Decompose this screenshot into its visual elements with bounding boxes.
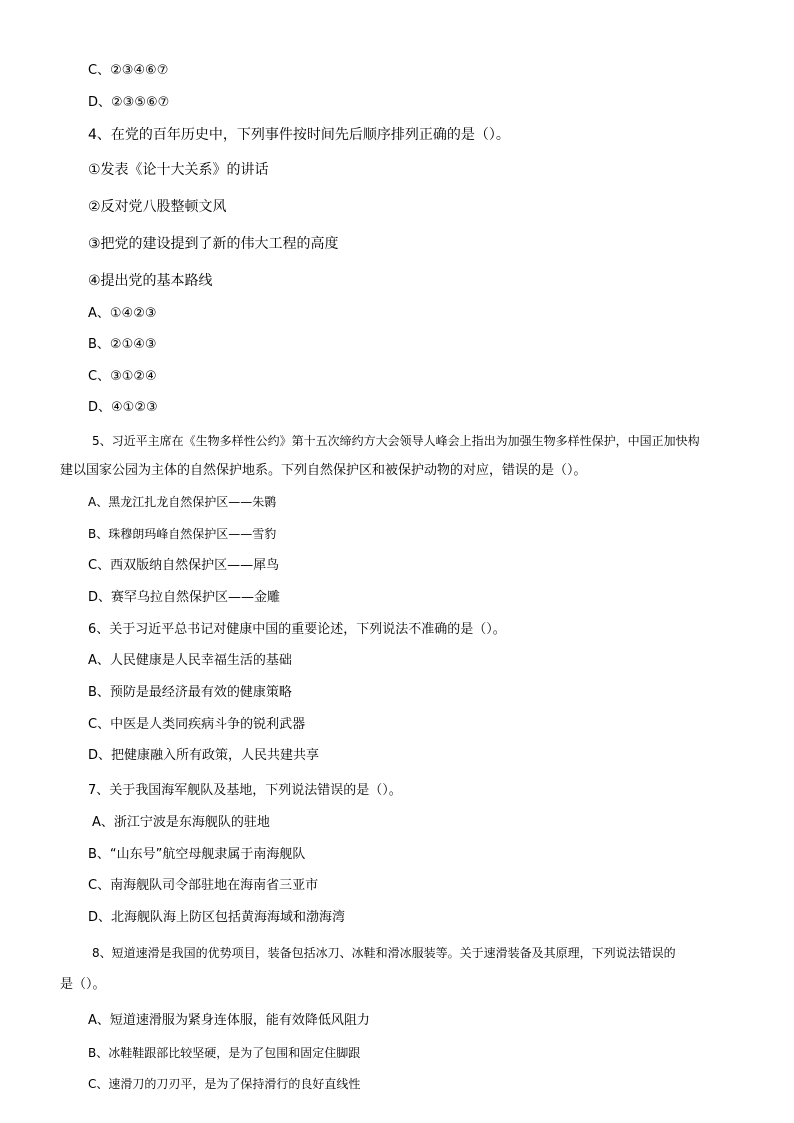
option-d: D、②③⑤⑥⑦ [88, 95, 170, 110]
option-a: A、浙江宁波是东海舰队的驻地 [92, 815, 270, 830]
option-c: C、南海舰队司令部驻地在海南省三亚市 [88, 878, 319, 893]
option-a: A、①④②③ [88, 306, 157, 321]
event-3: ③把党的建设提到了新的伟大工程的高度 [88, 236, 339, 252]
option-c: C、②③④⑥⑦ [88, 63, 169, 78]
option-b: B、“山东号”航空母舰隶属于南海舰队 [88, 847, 306, 862]
event-4: ④提出党的基本路线 [88, 273, 213, 289]
option-b: B、冰鞋鞋跟部比较坚硬，是为了包围和固定住脚跟 [88, 1046, 361, 1060]
question-4: 4、在党的百年历史中，下列事件按时间先后顺序排列正确的是（）。 [88, 127, 510, 143]
question-5-cont: 建以国家公园为主体的自然保护地系。下列自然保护区和被保护动物的对应，错误的是（）。 [60, 463, 587, 478]
option-b: B、珠穆朗玛峰自然保护区——雪豹 [88, 527, 277, 541]
option-c: C、中医是人类同疾病斗争的锐利武器 [88, 717, 306, 732]
option-c: C、速滑刀的刀刃平，是为了保持滑行的良好直线性 [88, 1077, 361, 1091]
option-d: D、④①②③ [88, 400, 158, 415]
option-b: B、预防是最经济最有效的健康策略 [88, 685, 292, 700]
option-c: C、西双版纳自然保护区——犀鸟 [88, 558, 280, 573]
option-a: A、黑龙江扎龙自然保护区——朱鹮 [88, 495, 277, 509]
option-c: C、③①②④ [88, 369, 157, 384]
question-8: 8、短道速滑是我国的优势项目，装备包括冰刀、冰鞋和滑冰服装等。关于速滑装备及其原理，下列说法错误的 [92, 946, 676, 960]
question-8-cont: 是（）。 [60, 977, 106, 992]
question-5: 5、习近平主席在《生物多样性公约》第十五次缔约方大会领导人峰会上指出为加强生物多样性保护，中国正加快构 [92, 434, 700, 448]
option-a: A、短道速滑服为紧身连体服，能有效降低风阻力 [88, 1013, 370, 1028]
question-6: 6、关于习近平总书记对健康中国的重要论述，下列说法不准确的是（）。 [88, 622, 506, 637]
question-7: 7、关于我国海军舰队及基地，下列说法错误的是（）。 [88, 783, 402, 798]
option-d: D、北海舰队海上防区包括黄海海域和渤海湾 [88, 910, 346, 925]
option-d: D、把健康融入所有政策，人民共建共享 [88, 748, 320, 763]
event-2: ②反对党八股整顿文风 [88, 199, 227, 215]
option-a: A、人民健康是人民幸福生活的基础 [88, 653, 292, 668]
option-b: B、②①④③ [88, 337, 157, 352]
event-1: ①发表《论十大关系》的讲话 [88, 162, 269, 178]
option-d: D、赛罕乌拉自然保护区——金雕 [88, 590, 281, 605]
